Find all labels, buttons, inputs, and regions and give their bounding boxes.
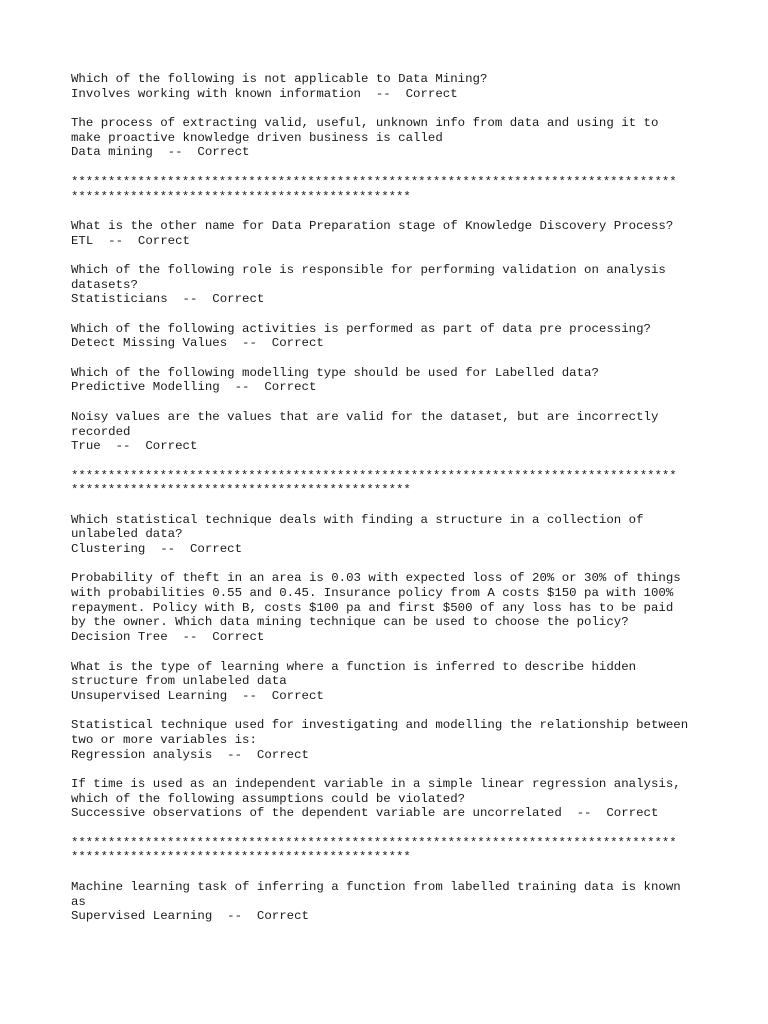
qa-item [71,219,711,248]
question-text: recorded [71,424,131,439]
separator-line: ********************************************************************************** [71,468,677,483]
question-text: two or more variables is: [71,732,257,747]
blank-line [71,645,711,660]
question-text: unlabeled data? [71,527,183,542]
answer-text: True -- Correct [71,439,198,454]
blank-line [71,307,711,322]
blank-line [71,865,711,880]
question-text: The process of extracting valid, useful, unknown info from data and using it to [71,116,659,131]
question-text: make proactive knowledge driven business is called [71,130,443,145]
answer-text: Supervised Learning -- Correct [71,909,309,924]
answer-text: Unsupervised Learning -- Correct [71,688,324,703]
qa-item [71,366,711,395]
answer-text: Decision Tree -- Correct [71,630,265,645]
question-text: Noisy values are the values that are valid for the dataset, but are incorrectly [71,409,659,424]
blank-line [71,204,711,219]
question-text: structure from unlabeled data [71,674,287,689]
answer-text: Predictive Modelling -- Correct [71,380,317,395]
blank-line [71,821,711,836]
quiz-document [71,72,711,939]
question-text: as [71,894,86,909]
blank-line [71,762,711,777]
question-text: Which statistical technique deals with finding a structure in a collection of [71,512,644,527]
blank-line [71,248,711,263]
separator-line: ********************************************** [71,189,411,204]
qa-item [71,660,711,704]
answer-text: Involves working with known information -- Correct [71,86,458,101]
question-text: datasets? [71,277,138,292]
blank-line [71,557,711,572]
blank-line [71,498,711,513]
answer-text: Data mining -- Correct [71,145,250,160]
qa-item [71,72,711,101]
qa-item [71,777,711,821]
qa-item [71,571,711,644]
question-text: which of the following assumptions could be violated? [71,791,466,806]
question-text: If time is used as an independent variable in a simple linear regression analysis, [71,777,681,791]
question-text: by the owner. Which data mining technique can be used to choose the policy? [71,615,629,630]
question-text: Statistical technique used for investigating and modelling the relationship between [71,718,689,733]
question-text: repayment. Policy with B, costs $100 pa and first $500 of any loss has to be paid [71,600,674,615]
question-text: Which of the following activities is performed as part of data pre processing? [71,321,651,336]
blank-line [71,395,711,410]
separator-line: ********************************************************************************** [71,835,677,850]
qa-item [71,263,711,307]
separator-line: ********************************************** [71,483,411,498]
qa-item [71,513,711,557]
blank-line [71,160,711,175]
answer-text: Regression analysis -- Correct [71,747,309,762]
qa-item [71,410,711,454]
separator-line: ********************************************************************************** [71,174,677,189]
qa-item [71,116,711,160]
question-text: What is the other name for Data Preparation stage of Knowledge Discovery Process? [71,218,674,233]
answer-text: Statisticians -- Correct [71,292,265,307]
answer-text: ETL -- Correct [71,233,190,248]
qa-item [71,718,711,762]
blank-line [71,351,711,366]
question-text: What is the type of learning where a function is inferred to describe hidden [71,659,637,674]
blank-line [71,101,711,116]
blank-line [71,704,711,719]
qa-item [71,322,711,351]
question-text: Which of the following role is responsible for performing validation on analysis [71,262,666,277]
answer-text: Detect Missing Values -- Correct [71,336,324,351]
answer-text: Clustering -- Correct [71,542,243,556]
qa-item [71,880,711,924]
answer-text: Successive observations of the dependent variable are uncorrelated -- Correct [71,806,659,821]
question-text: with probabilities 0.55 and 0.45. Insurance policy from A costs $150 pa with 100% [71,586,674,601]
separator-line: ********************************************** [71,850,411,865]
question-text: Machine learning task of inferring a function from labelled training data is known [71,879,681,894]
question-text: Which of the following modelling type should be used for Labelled data? [71,365,599,380]
question-text: Which of the following is not applicable to Data Mining? [71,72,488,86]
blank-line [71,454,711,469]
blank-line [71,924,711,939]
question-text: Probability of theft in an area is 0.03 with expected loss of 20% or 30% of things [71,571,681,586]
